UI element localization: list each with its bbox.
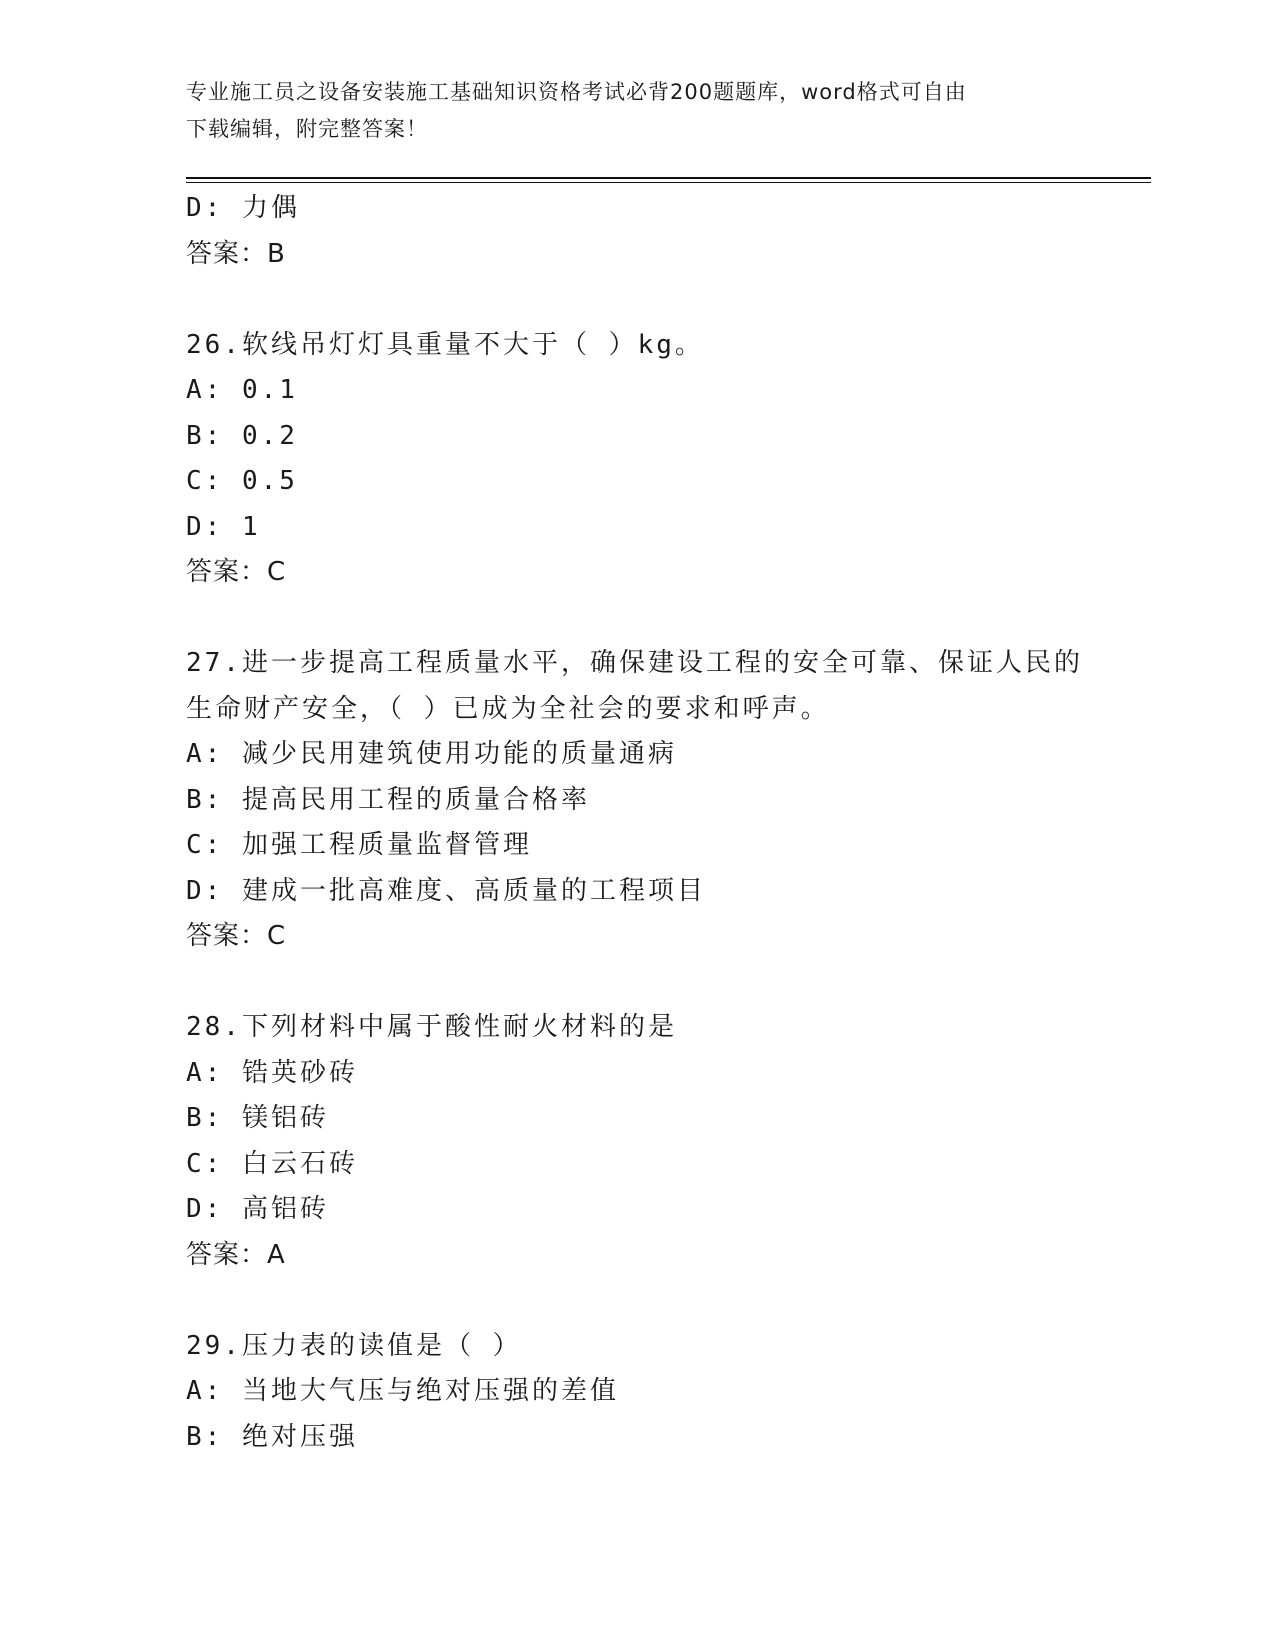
spacer [186, 1278, 1086, 1324]
answer-line: 答案：C [186, 921, 287, 951]
question-text: 27.进一步提高工程质量水平，确保建设工程的安全可靠、保证人民的 [186, 648, 1083, 678]
question-text-continued: 生命财产安全，（ ）已成为全社会的要求和呼声。 [186, 693, 830, 724]
answer-line: 答案：A [186, 1239, 286, 1270]
question-29 [186, 1324, 1086, 1461]
option-c: C: 白云石砖 [186, 1148, 358, 1179]
answer-line: 答案：C [186, 557, 287, 587]
header-rule-thin [186, 182, 1151, 183]
option-c: C: 加强工程质量监督管理 [186, 830, 532, 860]
question-content [186, 186, 1086, 1460]
option-d: D: 力偶 [186, 193, 300, 223]
spacer [186, 277, 1086, 323]
question-28 [186, 1005, 1086, 1278]
option-a: A: 锆英砂砖 [186, 1057, 358, 1088]
spacer [186, 960, 1086, 1006]
option-d: D: 高铝砖 [186, 1194, 329, 1224]
question-27 [186, 641, 1086, 960]
question-26 [186, 323, 1086, 596]
option-b: B: 绝对压强 [186, 1421, 358, 1452]
answer-line: 答案：B [186, 238, 286, 269]
previous-question-tail [186, 186, 1086, 277]
option-b: B: 0.2 [186, 420, 298, 451]
option-d: D: 建成一批高难度、高质量的工程项目 [186, 875, 706, 906]
document-header [186, 74, 1086, 148]
option-c: C: 0.5 [186, 466, 298, 496]
option-d: D: 1 [186, 511, 261, 542]
header-rule-thick [186, 177, 1151, 179]
question-text: 26.软线吊灯灯具重量不大于（ ）kg。 [186, 329, 704, 360]
question-text: 28.下列材料中属于酸性耐火材料的是 [186, 1012, 677, 1042]
header-line-1: 专业施工员之设备安装施工基础知识资格考试必背200题题库，word格式可自由 [186, 80, 967, 104]
option-b: B: 提高民用工程的质量合格率 [186, 784, 590, 815]
option-a: A: 当地大气压与绝对压强的差值 [186, 1376, 619, 1406]
option-b: B: 镁铝砖 [186, 1103, 329, 1133]
question-text: 29.压力表的读值是（ ） [186, 1330, 522, 1361]
spacer [186, 596, 1086, 642]
option-a: A: 减少民用建筑使用功能的质量通病 [186, 739, 677, 769]
header-line-2: 下载编辑，附完整答案！ [186, 117, 428, 141]
option-a: A: 0.1 [186, 375, 298, 405]
